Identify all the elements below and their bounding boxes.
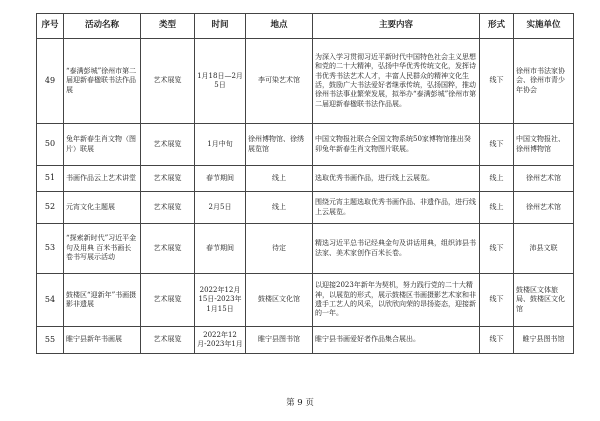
cell-no: 51 [37,166,64,192]
cell-no: 55 [37,327,64,354]
cell-form: 线下 [480,274,514,327]
table-row [37,124,574,166]
cell-org: 鼓楼区文体旅局、鼓楼区文化馆 [514,274,574,327]
header-no: 序号 [37,14,64,39]
cell-time: 2022年12月15日-2023年1月15日 [195,274,246,327]
cell-type: 艺术展览 [141,192,195,224]
cell-name: 睢宁县新年书画展 [64,327,141,354]
cell-content: 睢宁县书画爱好者作品集合展出。 [313,327,480,354]
cell-time: 2月5日 [195,192,246,224]
cell-place: 待定 [246,224,313,274]
header-time: 时间 [195,14,246,39]
cell-no: 54 [37,274,64,327]
cell-form: 线上 [480,166,514,192]
cell-type: 艺术展览 [141,274,195,327]
cell-name: 书画作品云上艺术讲堂 [64,166,141,192]
cell-time: 2022年12月-2023年1月 [195,327,246,354]
cell-type: 艺术展览 [141,166,195,192]
cell-type: 艺术展览 [141,39,195,124]
cell-type: 艺术展览 [141,124,195,166]
cell-form: 线下 [480,39,514,124]
table-header-row [37,14,574,39]
table-row [37,192,574,224]
cell-content: 为深入学习贯彻习近平新时代中国特色社会主义思想和党的二十大精神，弘扬中华优秀传统文化，发挥诗书优秀书法艺术人才，丰富人民群众的精神文化生活，鼓励广大书法爱好者继承传统，弘扬国粹，推动徐州书法事业繁荣发展，拟举办“泰满彭城”徐州市第二届迎新春楹联书法作品展。 [313,39,480,124]
cell-content: 中国文物报社联合全国文物系统50家博物馆推出癸卯兔年新春生肖文物图片联展。 [313,124,480,166]
cell-place: 李可染艺术馆 [246,39,313,124]
cell-place: 鼓楼区文化馆 [246,274,313,327]
header-org: 实施单位 [514,14,574,39]
cell-content: 围绕元宵主题选取优秀书画作品、非遗作品，进行线上云展览。 [313,192,480,224]
cell-type: 艺术展览 [141,224,195,274]
table-row [37,327,574,354]
cell-name: “探索新时代”习近平金句及用典 百米书画长卷书写展示活动 [64,224,141,274]
header-content: 主要内容 [313,14,480,39]
cell-org: 中国文物报社、徐州博物馆 [514,124,574,166]
cell-content: 以迎接2023年新年为契机，努力践行党的二十大精神，以展览的形式，展示鼓楼区书画摄影艺术家和非遗手工艺人的风采，以欣欣向荣的昂扬姿态，迎接新的一年。 [313,274,480,327]
cell-no: 52 [37,192,64,224]
cell-time: 1月18日—2月5日 [195,39,246,124]
cell-content: 精选习近平总书记经典金句及讲话用典，组织沛县书法家、美术家创作百米长卷。 [313,224,480,274]
cell-place: 线上 [246,192,313,224]
cell-name: 元宵文化主题展 [64,192,141,224]
cell-form: 线上 [480,192,514,224]
table-row [37,274,574,327]
cell-form: 线下 [480,224,514,274]
cell-no: 49 [37,39,64,124]
cell-name: 兔年新春生肖文物（图片）联展 [64,124,141,166]
table-row [37,224,574,274]
page-number: 第 9 页 [286,398,314,408]
cell-org: 徐州艺术馆 [514,192,574,224]
cell-form: 线下 [480,124,514,166]
activity-table [36,13,574,354]
cell-time: 1月中旬 [195,124,246,166]
cell-place: 睢宁县图书馆 [246,327,313,354]
cell-org: 睢宁县图书馆 [514,327,574,354]
header-form: 形式 [480,14,514,39]
table-row [37,166,574,192]
cell-form: 线下 [480,327,514,354]
cell-type: 艺术展览 [141,327,195,354]
header-place: 地点 [246,14,313,39]
cell-place: 线上 [246,166,313,192]
cell-name: 鼓楼区“迎新年”书画摄影非遗展 [64,274,141,327]
cell-name: “泰满彭城”徐州市第二届迎新春楹联书法作品展 [64,39,141,124]
table-row [37,39,574,124]
cell-time: 春节期间 [195,166,246,192]
cell-no: 53 [37,224,64,274]
cell-org: 徐州市书法家协会、徐州市青少年协会 [514,39,574,124]
cell-org: 徐州艺术馆 [514,166,574,192]
cell-org: 沛县文联 [514,224,574,274]
header-type: 类型 [141,14,195,39]
header-name: 活动名称 [64,14,141,39]
cell-place: 徐州博物馆、徐绣展览馆 [246,124,313,166]
cell-content: 选取优秀书画作品，进行线上云展览。 [313,166,480,192]
cell-time: 春节期间 [195,224,246,274]
cell-no: 50 [37,124,64,166]
